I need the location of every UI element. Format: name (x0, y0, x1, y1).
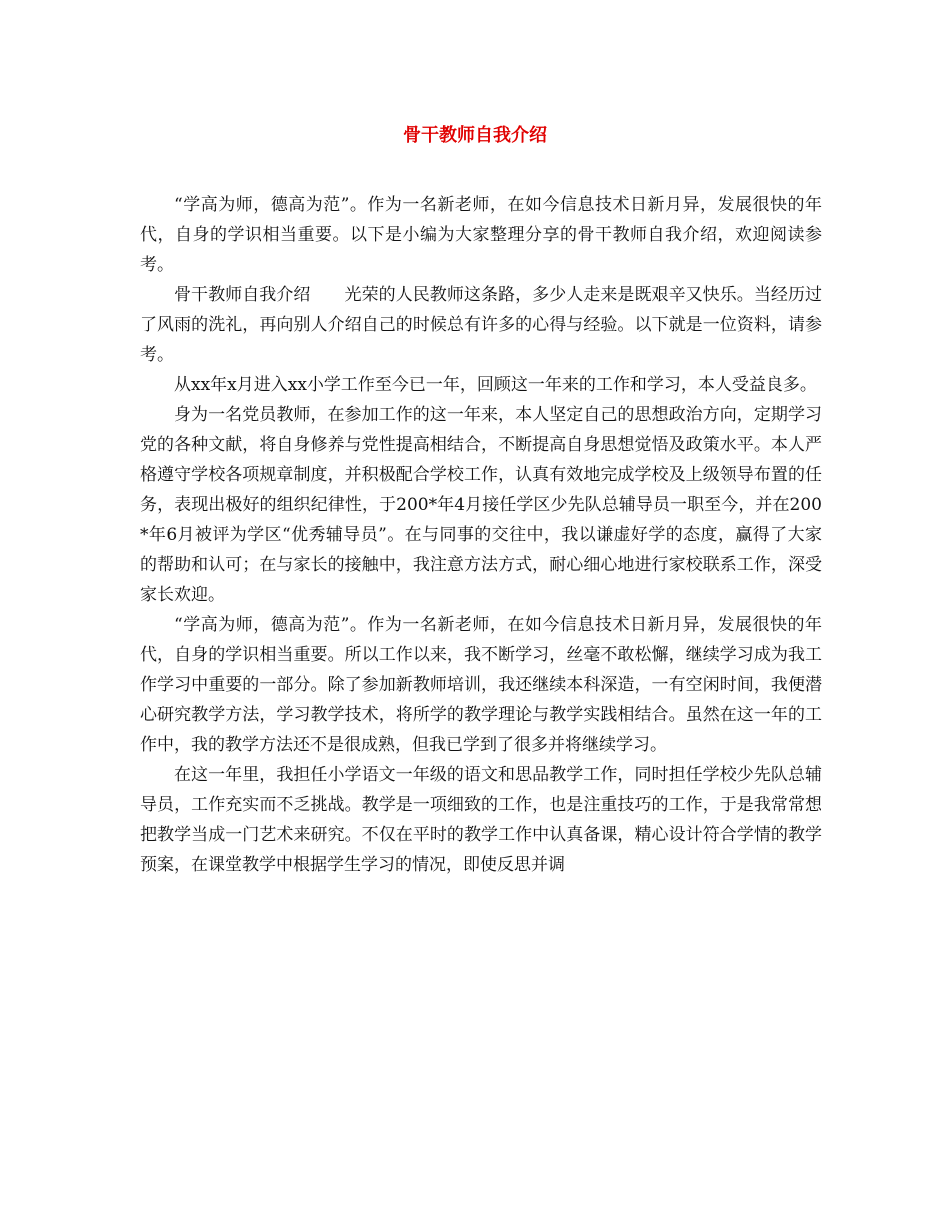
paragraph: “学高为师，德高为范”。作为一名新老师，在如今信息技术日新月异，发展很快的年代，自身的学识相当重要。以下是小编为大家整理分享的骨干教师自我介绍，欢迎阅读参考。 (140, 195, 822, 275)
document-title: 骨干教师自我介绍 (403, 125, 547, 146)
paragraph: 骨干教师自我介绍 光荣的人民教师这条路，多少人走来是既艰辛又快乐。当经历过了风雨的洗礼，再向别人介绍自己的时候总有许多的心得与经验。以下就是一位资料，请参考。 (140, 285, 822, 365)
paragraph: 从xx年x月进入xx小学工作至今已一年，回顾这一年来的工作和学习，本人受益良多。 (174, 375, 817, 395)
paragraph: 在这一年里，我担任小学语文一年级的语文和思品教学工作，同时担任学校少先队总辅导员，工作充实而不乏挑战。教学是一项细致的工作，也是注重技巧的工作，于是我常常想把教学当成一门艺术来研究。不仅在平时的教学工作中认真备课，精心设计符合学情的教学预案，在课堂教学中根据学生学习的情况，即使反思并调 (140, 765, 822, 875)
paragraph: “学高为师，德高为范”。作为一名新老师，在如今信息技术日新月异，发展很快的年代，自身的学识相当重要。所以工作以来，我不断学习，丝毫不敢松懈，继续学习成为我工作学习中重要的一部分。除了参加新教师培训，我还继续本科深造，一有空闲时间，我便潜心研究教学方法，学习教学技术，将所学的教学理论与教学实践相结合。虽然在这一年的工作中，我的教学方法还不是很成熟，但我已学到了很多并将继续学习。 (140, 615, 822, 755)
document-body (140, 190, 822, 880)
paragraph: 身为一名党员教师，在参加工作的这一年来，本人坚定自己的思想政治方向，定期学习党的各种文献，将自身修养与党性提高相结合，不断提高自身思想觉悟及政策水平。本人严格遵守学校各项规章制度，并积极配合学校工作，认真有效地完成学校及上级领导布置的任务，表现出极好的组织纪律性，于200*年4月接任学区少先队总辅导员一职至今，并在200*年6月被评为学区“优秀辅导员”。在与同事的交往中，我以谦虚好学的态度，赢得了大家的帮助和认可；在与家长的接触中，我注意方法方式，耐心细心地进行家校联系工作，深受家长欢迎。 (140, 405, 822, 605)
